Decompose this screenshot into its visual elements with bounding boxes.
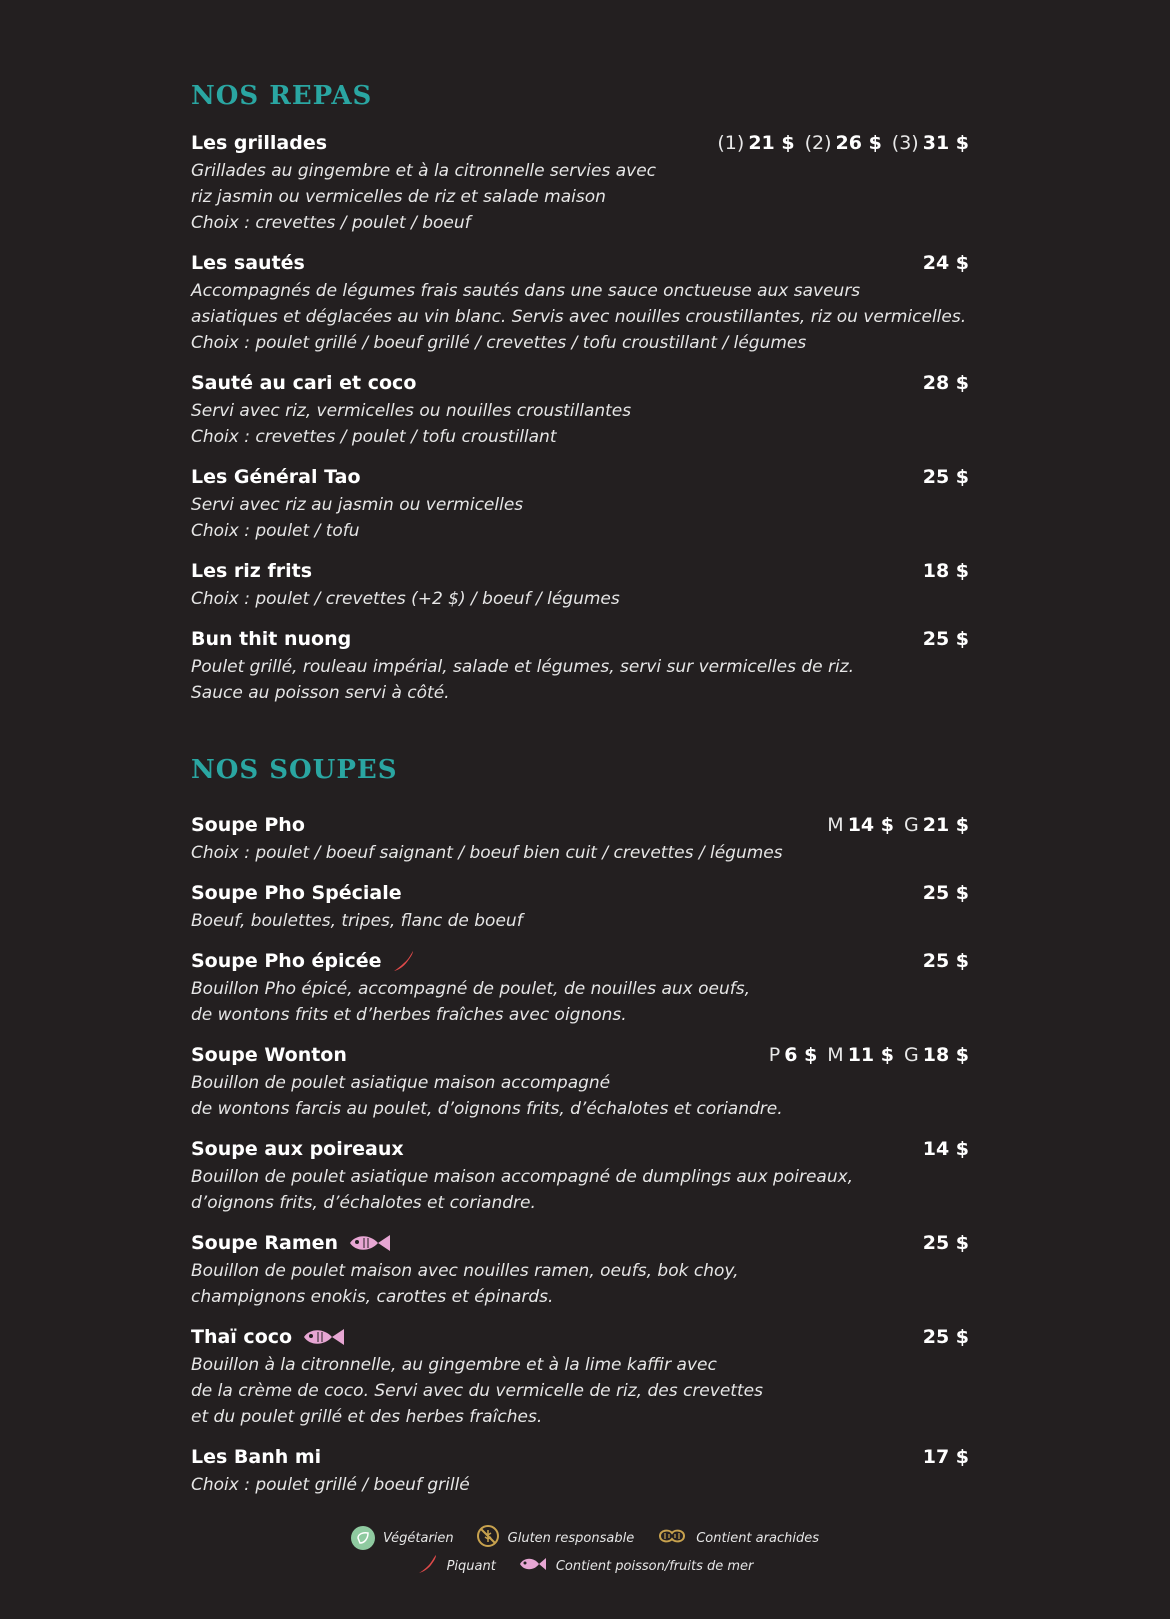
price-size-label: M (827, 814, 844, 836)
menu-item-header (191, 368, 969, 398)
price-value: 18 $ (922, 1044, 969, 1066)
price-value: 18 $ (922, 560, 969, 582)
menu-item-description: de wontons farcis au poulet, d’oignons frits, d’échalotes et coriandre. (191, 1099, 783, 1119)
legend (0, 1524, 1170, 1580)
menu-item-description: Boeuf, boulettes, tripes, flanc de boeuf (191, 911, 523, 931)
menu-item-name (191, 949, 416, 973)
price-value: 31 $ (922, 132, 969, 154)
price-value: 25 $ (922, 1232, 969, 1254)
menu-item-description: Bouillon de poulet asiatique maison accompagné (191, 1073, 611, 1093)
menu-item-description: de la crème de coco. Servi avec du vermicelle de riz, des crevettes (191, 1381, 763, 1401)
price-value: 25 $ (922, 882, 969, 904)
menu-item-description: Choix : poulet / tofu (191, 521, 360, 541)
menu-item (191, 462, 969, 544)
menu-item-description: Bouillon Pho épicé, accompagné de poulet, de nouilles aux oeufs, (191, 979, 751, 999)
menu-item-name-text: Soupe Pho Spéciale (191, 882, 402, 904)
menu-item-price (919, 1138, 969, 1160)
chili-pepper-icon (392, 949, 416, 973)
menu-item-description: Grillades au gingembre et à la citronnelle servies avec (191, 161, 657, 181)
legend-vegetarien-label: Végétarien (383, 1530, 454, 1546)
menu-item-name-text: Bun thit nuong (191, 628, 352, 650)
menu-item-price (919, 882, 969, 904)
menu-item (191, 368, 969, 450)
price-value: 25 $ (922, 466, 969, 488)
price-size-label: M (827, 1044, 844, 1066)
repas-list (191, 128, 969, 706)
legend-arachides-label: Contient arachides (696, 1530, 819, 1546)
menu-item-name-text: Soupe Wonton (191, 1044, 347, 1066)
menu-item-description: Choix : crevettes / poulet / boeuf (191, 213, 471, 233)
price-value: 25 $ (922, 950, 969, 972)
vegetarian-icon (351, 1526, 375, 1550)
menu-item-price (919, 1446, 969, 1468)
menu-item-header (191, 128, 969, 158)
menu-item-header (191, 1040, 969, 1070)
legend-poisson (518, 1556, 754, 1576)
menu-item-description: Sauce au poisson servi à côté. (191, 683, 450, 703)
menu-item (191, 946, 969, 1028)
menu-item-description: Servi avec riz au jasmin ou vermicelles (191, 495, 524, 515)
menu-item-description: riz jasmin ou vermicelles de riz et salade maison (191, 187, 606, 207)
menu-item-header (191, 556, 969, 586)
menu-item-name (191, 372, 416, 394)
menu-item-description: Choix : poulet / crevettes (+2 $) / boeuf / légumes (191, 589, 620, 609)
menu-item-name (191, 882, 402, 904)
menu-item-header (191, 248, 969, 278)
menu-item-description: d’oignons frits, d’échalotes et coriandre. (191, 1193, 536, 1213)
price-size-label: P (768, 1044, 781, 1066)
menu-item-name (191, 814, 305, 836)
menu-item-header (191, 1322, 969, 1352)
menu-item-name (191, 132, 327, 154)
peanut-icon (656, 1526, 688, 1550)
menu-item-description: Choix : poulet grillé / boeuf grillé (191, 1475, 470, 1495)
menu-item (191, 1134, 969, 1216)
legend-vegetarien (351, 1526, 454, 1550)
price-size-label: (1) (717, 132, 745, 154)
menu-item-price (759, 1044, 969, 1066)
gluten-icon (476, 1524, 500, 1552)
price-value: 28 $ (922, 372, 969, 394)
legend-row-1 (0, 1524, 1170, 1552)
legend-row-2 (0, 1552, 1170, 1580)
price-value: 14 $ (922, 1138, 969, 1160)
menu-item (191, 248, 969, 356)
menu-item-description: Servi avec riz, vermicelles ou nouilles croustillantes (191, 401, 632, 421)
price-size-label: G (903, 1044, 919, 1066)
menu-item-description: Bouillon de poulet asiatique maison accompagné de dumplings aux poireaux, (191, 1167, 854, 1187)
menu-item-description: Accompagnés de légumes frais sautés dans une sauce onctueuse aux saveurs (191, 281, 861, 301)
price-value: 11 $ (847, 1044, 894, 1066)
legend-piquant-label: Piquant (446, 1558, 496, 1574)
price-value: 21 $ (922, 814, 969, 836)
menu-item-name-text: Soupe aux poireaux (191, 1138, 404, 1160)
menu-page (191, 78, 969, 1498)
section-title-repas: NOS REPAS (191, 81, 373, 111)
price-value: 24 $ (922, 252, 969, 274)
price-value: 21 $ (748, 132, 795, 154)
menu-item-price (919, 372, 969, 394)
menu-item-name (191, 466, 361, 488)
menu-item-name-text: Soupe Pho (191, 814, 305, 836)
menu-item-name-text: Les Général Tao (191, 466, 361, 488)
legend-gluten (476, 1524, 635, 1552)
menu-item-price (919, 560, 969, 582)
fish-icon (302, 1326, 346, 1348)
section-title-soupes: NOS SOUPES (191, 755, 398, 785)
menu-item-header (191, 1134, 969, 1164)
menu-item-name-text: Sauté au cari et coco (191, 372, 417, 394)
menu-item-price (919, 1232, 969, 1254)
fish-icon (348, 1232, 392, 1254)
menu-item-header (191, 946, 969, 976)
menu-item-name-text: Thaï coco (191, 1326, 293, 1348)
menu-item (191, 128, 969, 236)
menu-item-name-text: Les riz frits (191, 560, 313, 582)
menu-item-price (707, 132, 969, 154)
menu-item-price (817, 814, 969, 836)
menu-item-description: Bouillon de poulet maison avec nouilles ramen, oeufs, bok choy, (191, 1261, 739, 1281)
menu-item (191, 1322, 969, 1430)
menu-item-name (191, 1446, 321, 1468)
legend-poisson-label: Contient poisson/fruits de mer (555, 1558, 754, 1574)
menu-item-header (191, 810, 969, 840)
price-value: 6 $ (784, 1044, 818, 1066)
menu-item-name (191, 1044, 347, 1066)
menu-item-name (191, 628, 351, 650)
menu-item-name-text: Soupe Ramen (191, 1232, 339, 1254)
legend-gluten-label: Gluten responsable (507, 1530, 635, 1546)
menu-item-description: Poulet grillé, rouleau impérial, salade et légumes, servi sur vermicelles de riz. (191, 657, 855, 677)
menu-item (191, 1442, 969, 1498)
fish-icon (518, 1556, 548, 1576)
price-size-label: G (903, 814, 919, 836)
menu-item-name (191, 560, 312, 582)
menu-item-header (191, 462, 969, 492)
legend-arachides (656, 1526, 819, 1550)
price-value: 14 $ (847, 814, 894, 836)
menu-item-description: asiatiques et déglacées au vin blanc. Servis avec nouilles croustillantes, riz ou vermicelles. (191, 307, 967, 327)
menu-item-name-text: Soupe Pho épicée (191, 950, 382, 972)
menu-item-description: Choix : crevettes / poulet / tofu croustillant (191, 427, 557, 447)
legend-piquant (417, 1553, 496, 1579)
menu-item (191, 1228, 969, 1310)
menu-item (191, 1040, 969, 1122)
menu-item-name (191, 1138, 404, 1160)
price-value: 25 $ (922, 628, 969, 650)
menu-item-name (191, 252, 305, 274)
menu-item-description: et du poulet grillé et des herbes fraîches. (191, 1407, 543, 1427)
menu-item-description: Choix : poulet / boeuf saignant / boeuf bien cuit / crevettes / légumes (191, 843, 783, 863)
menu-item-price (919, 950, 969, 972)
soupes-list (191, 810, 969, 1498)
menu-item-price (919, 466, 969, 488)
menu-item-header (191, 878, 969, 908)
price-size-label: (2) (804, 132, 832, 154)
price-size-label: (3) (891, 132, 919, 154)
chili-pepper-icon (417, 1553, 439, 1579)
menu-item (191, 624, 969, 706)
menu-item (191, 810, 969, 866)
price-value: 17 $ (922, 1446, 969, 1468)
menu-item-price (919, 252, 969, 274)
menu-item-name-text: Les Banh mi (191, 1446, 322, 1468)
price-value: 25 $ (922, 1326, 969, 1348)
menu-item-description: champignons enokis, carottes et épinards. (191, 1287, 554, 1307)
menu-item-price (919, 1326, 969, 1348)
menu-item-header (191, 1442, 969, 1472)
menu-item-name (191, 1326, 346, 1348)
menu-item-header (191, 624, 969, 654)
price-value: 26 $ (835, 132, 882, 154)
menu-item-name-text: Les sautés (191, 252, 305, 274)
menu-item-description: Bouillon à la citronnelle, au gingembre et à la lime kaffir avec (191, 1355, 717, 1375)
menu-item-description: de wontons frits et d’herbes fraîches avec oignons. (191, 1005, 627, 1025)
menu-item-name (191, 1232, 392, 1254)
menu-item-name-text: Les grillades (191, 132, 328, 154)
menu-item-price (919, 628, 969, 650)
menu-item-header (191, 1228, 969, 1258)
menu-item (191, 556, 969, 612)
menu-item (191, 878, 969, 934)
menu-item-description: Choix : poulet grillé / boeuf grillé / crevettes / tofu croustillant / légumes (191, 333, 807, 353)
